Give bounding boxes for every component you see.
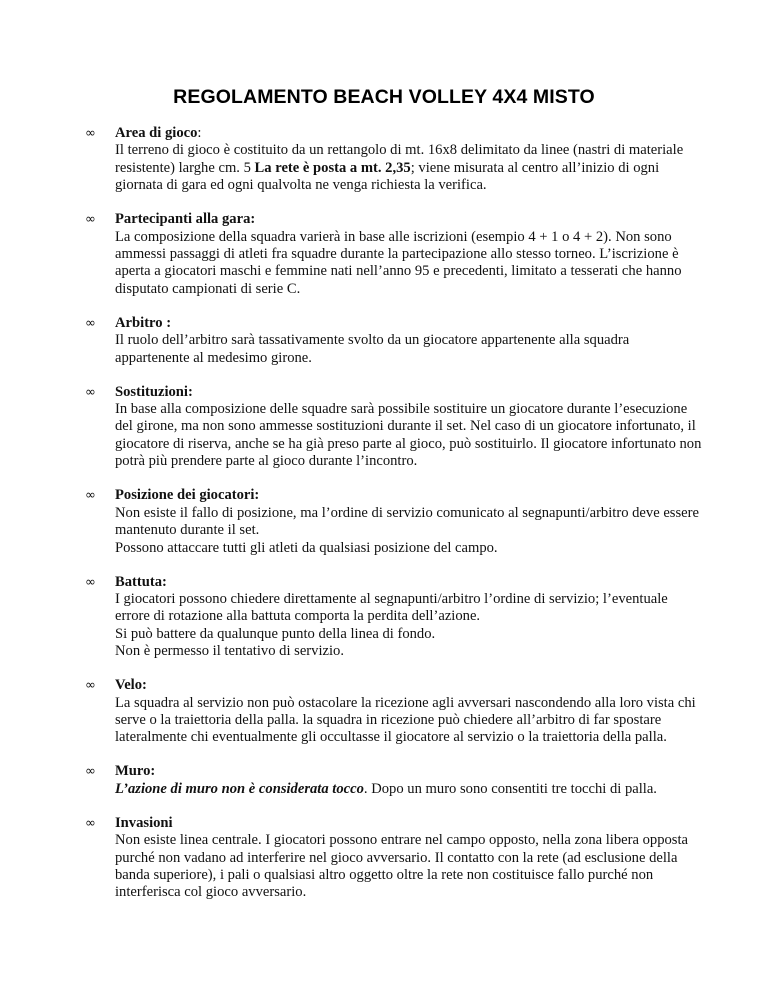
- rule-heading: Area di gioco: [115, 125, 198, 141]
- rule-heading: Arbitro :: [115, 314, 172, 331]
- rule-heading: Velo:: [115, 677, 147, 694]
- rule-text: La composizione della squadra varierà in base alle iscrizioni (esempio 4 + 1 o 4 + 2). Non sono ammessi passaggi di atleti fra squadre durante la partecipazione allo stesso torneo. L’iscrizione è aperta a giocatori maschi e femmine nati nell’anno 95 e precedenti, limitato a tesserati che hanno disputato campionati di serie C.: [115, 228, 682, 297]
- infinity-bullet-icon: ∞: [85, 126, 96, 141]
- rule-heading: Battuta:: [115, 573, 167, 590]
- rule-heading: Sostituzioni:: [115, 383, 193, 400]
- rule-text: Non è permesso il tentativo di servizio.: [115, 643, 344, 660]
- rule-sostituzioni: [0, 384, 768, 471]
- document-title: REGOLAMENTO BEACH VOLLEY 4X4 MISTO: [173, 86, 595, 108]
- rule-muro: [0, 763, 768, 798]
- rule-heading-suffix: :: [197, 125, 202, 141]
- rule-heading: Muro:: [115, 763, 156, 780]
- rule-text-part: Il terreno di gioco è costituito da un rettangolo di mt. 16x8 delimitato da linee (nastri di materiale resistente) larghe cm. 5: [115, 142, 684, 176]
- rule-partecipanti: [0, 211, 768, 298]
- infinity-bullet-icon: ∞: [85, 764, 96, 780]
- rule-text-bold-italic: L’azione di muro non è considerata tocco: [115, 780, 364, 797]
- infinity-bullet-icon: ∞: [85, 315, 96, 331]
- infinity-bullet-icon: ∞: [85, 212, 96, 228]
- rule-battuta: [0, 574, 768, 661]
- rules-list: [0, 125, 768, 918]
- rule-text: [115, 142, 702, 194]
- infinity-bullet-icon: ∞: [85, 574, 96, 590]
- rule-text-bold: La rete è posta a mt. 2,35: [254, 159, 411, 176]
- infinity-bullet-icon: ∞: [85, 678, 96, 694]
- rule-text: Il ruolo dell’arbitro sarà tassativamente svolto da un giocatore appartenente alla squadra appartenente al medesimo girone.: [115, 332, 630, 366]
- rule-arbitro: [0, 315, 768, 367]
- rule-heading: Invasioni: [115, 814, 173, 831]
- rule-text-part: . Dopo un muro sono consentiti tre tocchi di palla.: [363, 780, 657, 797]
- rule-text: Non esiste il fallo di posizione, ma l’ordine di servizio comunicato al segnapunti/arbitro deve essere mantenuto durante il set.: [115, 504, 699, 539]
- rule-posizione: [0, 487, 768, 557]
- infinity-bullet-icon: ∞: [85, 384, 96, 400]
- rule-text: [115, 781, 702, 798]
- rule-text: In base alla composizione delle squadre sarà possibile sostituire un giocatore durante l’esecuzione del girone, ma non sono ammesse sostituzioni durante il set. Nel caso di un giocatore infortunato, il giocatore di riserva, anche se ha già preso parte al gioco, può sostituirlo. Il giocatore infortunato non potrà più prendere parte al gioco durante l’incontro.: [115, 401, 702, 470]
- rule-invasioni: [0, 815, 768, 902]
- rule-velo: [0, 677, 768, 747]
- rule-heading-line: [115, 125, 702, 142]
- rule-heading: Partecipanti alla gara:: [115, 211, 256, 228]
- infinity-bullet-icon: ∞: [85, 488, 96, 504]
- rule-heading: Posizione dei giocatori:: [115, 487, 260, 504]
- rule-text: La squadra al servizio non può ostacolare la ricezione agli avversari nascondendo alla loro vista chi serve o la traiettoria della palla. la squadra in ricezione può chiedere all’arbitro di far spostare lateralmente chi eventualmente gli occultasse il giocatore al servizio o la traiettoria della palla.: [115, 694, 696, 746]
- rule-text: I giocatori possono chiedere direttamente al segnapunti/arbitro l’ordine di servizio; l’eventuale errore di rotazione alla battuta comporta la perdita dell’azione.: [115, 590, 668, 625]
- rule-text: Non esiste linea centrale. I giocatori possono entrare nel campo opposto, nella zona libera opposta purché non vadano ad interferire nel gioco avversario. Il contatto con la rete (ad esclusione della banda superiore), i pali o qualsiasi altro oggetto oltre la rete non costituisce fallo purché non interferisca col gioco avversario.: [115, 832, 689, 901]
- rule-area-di-gioco: [0, 125, 768, 195]
- infinity-bullet-icon: ∞: [85, 815, 96, 831]
- rule-text: Possono attaccare tutti gli atleti da qualsiasi posizione del campo.: [115, 539, 498, 556]
- rule-text-part: ; viene misurata al centro all’inizio di ogni giornata di gara ed ogni qualvolta ne venga richiesta la verifica.: [115, 159, 660, 194]
- rule-text: Si può battere da qualunque punto della linea di fondo.: [115, 625, 436, 642]
